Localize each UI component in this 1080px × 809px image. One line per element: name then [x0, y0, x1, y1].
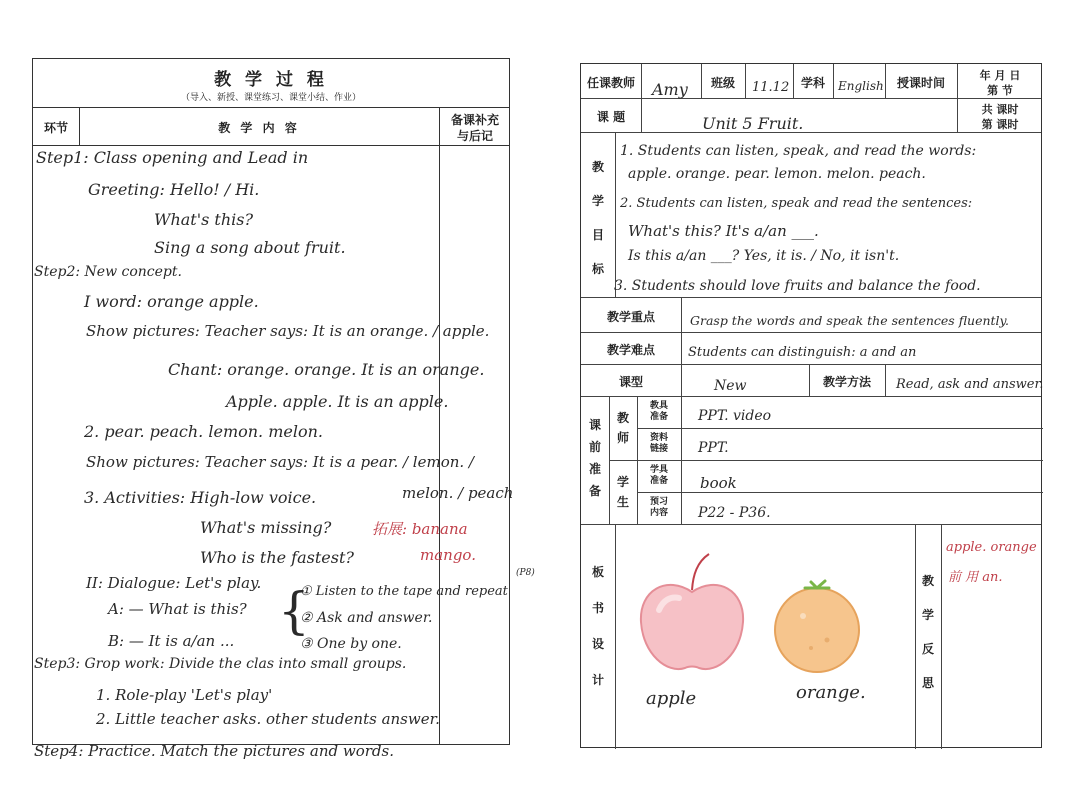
class-label: 班级: [710, 76, 735, 90]
tools-value: PPT. video: [698, 408, 772, 424]
key-point-label: 教学重点: [606, 310, 655, 324]
content-line: 2. pear. peach. lemon. melon.: [84, 422, 323, 441]
difficulty-value: Students can distinguish: a and an: [688, 345, 917, 360]
row-divider: [609, 460, 1043, 461]
teacher-prep-label: 教 师: [616, 411, 629, 445]
row-divider: [581, 364, 1041, 365]
content-line: What's this?: [154, 210, 254, 229]
tools-label: 教具 准备: [649, 401, 668, 422]
content-line: Who is the fastest?: [200, 548, 354, 567]
preview-value: P22 - P36.: [698, 505, 771, 521]
content-line: Step3: Grop work: Divide the clas into small groups.: [34, 656, 407, 672]
subject-value: English: [838, 79, 884, 93]
col-divider: [915, 524, 916, 749]
brace-icon: {: [278, 582, 310, 640]
key-point-value: Grasp the words and speak the sentences fluently.: [690, 313, 1009, 328]
header-divider: [33, 107, 509, 108]
content-line: Step2: New concept.: [34, 264, 182, 280]
links-value: PPT.: [698, 440, 729, 456]
content-line: Step1: Class opening and Lead in: [36, 148, 309, 167]
content-line: ① Listen to the tape and repeat: [300, 584, 508, 599]
content-line: ② Ask and answer.: [300, 610, 433, 626]
apple-word: apple: [646, 688, 697, 709]
col-section-header: 环节: [43, 121, 68, 135]
apple-drawing: [637, 550, 747, 680]
col-divider: [885, 364, 886, 396]
col-notes-header-1: 备课补充: [450, 113, 499, 127]
content-line: Step4: Practice. Match the pictures and words.: [34, 742, 394, 760]
content-line: Show pictures: Teacher says: It is an orange. / apple.: [86, 322, 490, 340]
sheet-title: 教 学 过 程: [214, 70, 328, 90]
content-line: melon. / peach: [402, 484, 514, 502]
col-divider: [615, 132, 616, 297]
sheet-subtitle: （导入、新授、课堂练习、课堂小结、作业）: [180, 93, 361, 103]
header-divider-2: [33, 145, 509, 146]
goal-line: Is this a/an ___? Yes, it is. / No, it isn't.: [628, 248, 900, 264]
teacher-label: 任课教师: [586, 76, 635, 90]
date-label: 年 月 日: [979, 69, 1021, 82]
total-hours-label: 共 课时: [981, 103, 1019, 116]
content-line: (P8): [516, 568, 535, 578]
content-line: 2. Little teacher asks. other students answer.: [96, 710, 440, 728]
method-value: Read, ask and answer.: [896, 377, 1044, 392]
goal-line: apple. orange. pear. lemon. melon. peach.: [628, 166, 926, 182]
topic-label: 课 题: [596, 110, 626, 124]
content-line: 1. Role-play 'Let's play': [96, 686, 273, 704]
row-divider: [581, 524, 1041, 525]
method-label: 教学方法: [822, 375, 871, 389]
content-line: ③ One by one.: [300, 636, 402, 652]
teacher-name: Amy: [652, 80, 688, 99]
reflection-note: apple. orange: [946, 540, 1037, 555]
orange-word: orange.: [796, 682, 866, 703]
col-content-header: 教 学 内 容: [218, 121, 300, 135]
topic-value: Unit 5 Fruit.: [702, 114, 804, 133]
content-line: Sing a song about fruit.: [154, 238, 346, 257]
links-label: 资料 链接: [649, 433, 668, 454]
content-line: A: — What is this?: [108, 600, 247, 618]
goal-line: 2. Students can listen, speak and read the sentences:: [620, 196, 973, 211]
col-divider-2: [439, 107, 440, 744]
content-line: B: — It is a/an ...: [108, 632, 235, 650]
content-line: Show pictures: Teacher says: It is a pear. / lemon. /: [86, 453, 474, 471]
prep-label: 课 前 准 备: [588, 418, 601, 498]
content-line: Apple. apple. It is an apple.: [226, 392, 449, 411]
row-divider: [637, 492, 1043, 493]
content-line: What's missing?: [200, 518, 332, 537]
content-line: 3. Activities: High-low voice.: [84, 488, 317, 507]
col-divider: [681, 297, 682, 396]
row-divider: [581, 396, 1041, 397]
subject-label: 学科: [800, 76, 825, 90]
lesson-type-value: New: [714, 378, 747, 394]
reflection-note: 前 用 an.: [948, 570, 1003, 585]
difficulty-label: 教学难点: [606, 343, 655, 357]
col-divider: [615, 524, 616, 749]
col-notes-header-2: 与后记: [456, 129, 493, 143]
board-design-label: 板 书 设 计: [591, 565, 604, 687]
col-divider: [745, 64, 746, 98]
goals-label: 教 学 目 标: [591, 160, 604, 276]
col-divider: [941, 524, 942, 749]
row-divider: [581, 332, 1041, 333]
period-label: 第 节: [987, 84, 1013, 97]
row-divider: [581, 98, 1041, 99]
extension-note: mango.: [420, 546, 476, 564]
preview-label: 预习 内容: [649, 497, 668, 518]
orange-drawing: [767, 576, 867, 676]
student-tools-value: book: [700, 474, 737, 492]
content-line: II: Dialogue: Let's play.: [86, 574, 262, 592]
row-divider: [637, 428, 1043, 429]
goal-line: What's this? It's a/an ___.: [628, 222, 819, 240]
col-divider: [641, 64, 642, 132]
lesson-type-label: 课型: [618, 375, 643, 389]
row-divider: [581, 297, 1041, 298]
content-line: Greeting: Hello! / Hi.: [88, 180, 260, 199]
current-hour-label: 第 课时: [981, 118, 1019, 131]
class-number: 11.12: [752, 80, 790, 95]
content-line: I word: orange apple.: [84, 292, 259, 311]
content-line: Chant: orange. orange. It is an orange.: [168, 360, 485, 379]
goal-line: 1. Students can listen, speak, and read the words:: [620, 143, 977, 159]
reflection-label: 教 学 反 思: [921, 574, 934, 690]
time-label: 授课时间: [896, 76, 945, 90]
row-divider: [581, 132, 1041, 133]
extension-note: 拓展: banana: [372, 520, 468, 538]
student-prep-label: 学 生: [616, 475, 629, 509]
col-divider: [833, 64, 834, 98]
goal-line: 3. Students should love fruits and balance the food.: [614, 278, 981, 294]
student-tools-label: 学具 准备: [649, 465, 668, 486]
